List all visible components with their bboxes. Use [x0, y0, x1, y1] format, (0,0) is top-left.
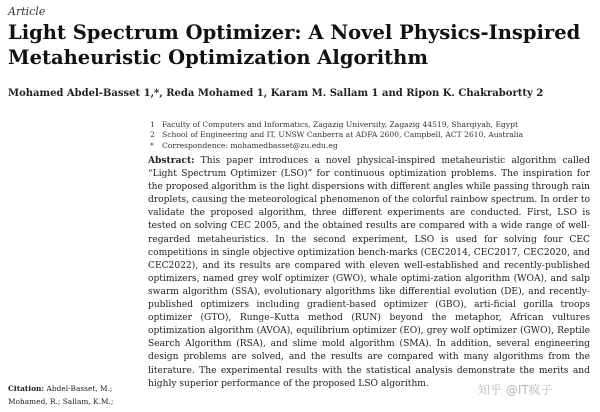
affiliations: [150, 120, 590, 151]
author-list: Mohamed Abdel-Basset 1,*, Reda Mohamed 1, Karam M. Sallam 1 and Ripon K. Chakrabortty 2: [8, 88, 544, 99]
correspondence-text: Correspondence: mohamedbasset@zu.edu.eg: [162, 140, 338, 150]
citation-line-2: Mohamed, R.; Sallam, K.M.;: [8, 397, 114, 406]
citation-block: [8, 382, 138, 408]
affiliation-1: [150, 120, 590, 130]
article-type-label: Article: [8, 5, 46, 18]
paper-title: Light Spectrum Optimizer: A Novel Physics-Inspired Metaheuristic Optimization Algorithm: [8, 21, 581, 69]
affiliation-text: School of Engineering and IT, UNSW Canberra at ADFA 2600, Campbell, ACT 2610, Australia: [162, 130, 524, 140]
abstract-label: Abstract:: [148, 155, 195, 166]
citation-label: Citation:: [8, 384, 45, 393]
affiliation-mark: *: [150, 140, 154, 150]
abstract-text: This paper introduces a novel physical-inspired metaheuristic algorithm called “Light Spectrum Optimizer (LSO)” for continuous optimization problems. The inspiration for the proposed algorithm is the light dispersions with different angles while passing through rain droplets, causing the meteorological phenomenon of the colorful rainbow spectrum. In order to validate the proposed algorithm, three different experiments are conducted. First, LSO is tested on solving CEC 2005, and the obtained results are compared with a wide range of well-regarded metaheuristics. In the second experiment, LSO is used for solving four CEC competitions in single objective optimization bench-marks (CEC2014, CEC2017, CEC2020, and CEC2022), and its results are compared with eleven well-established and recently-published optimizers, named grey wolf optimizer (GWO), whale optimi-zation algorithm (WOA), and salp swarm algorithm (SSA), evolutionary algorithms like differential evolution (DE), and recently-published optimizers including gradient-based optimizer (GBO), arti-ficial gorilla troops optimizer (GTO), Runge–Kutta method (RUN) beyond the metaphor, African vultures optimization algorithm (AVOA), equilibrium optimizer (EO), grey wolf optimizer (GWO), Reptile Search Algorithm (RSA), and slime mold algorithm (SMA). In addition, several engineering design problems are solved, and the results are compared with many algorithms from the literature. The experimental results with the statistical analysis demonstrate the merits and highly superior performance of the proposed LSO algorithm.: [148, 156, 590, 389]
watermark: 知乎 @IT疯子: [478, 383, 553, 397]
affiliation-mark: 1: [150, 120, 155, 129]
citation-line-1: Abdel-Basset, M.;: [46, 384, 113, 393]
affiliation-2: [150, 130, 590, 140]
affiliation-text: Faculty of Computers and Informatics, Zagazig University, Zagazig 44519, Sharqiyah, Egypt: [162, 120, 519, 129]
correspondence: [150, 141, 590, 151]
abstract: [148, 154, 590, 410]
affiliation-mark: 2: [150, 130, 155, 140]
